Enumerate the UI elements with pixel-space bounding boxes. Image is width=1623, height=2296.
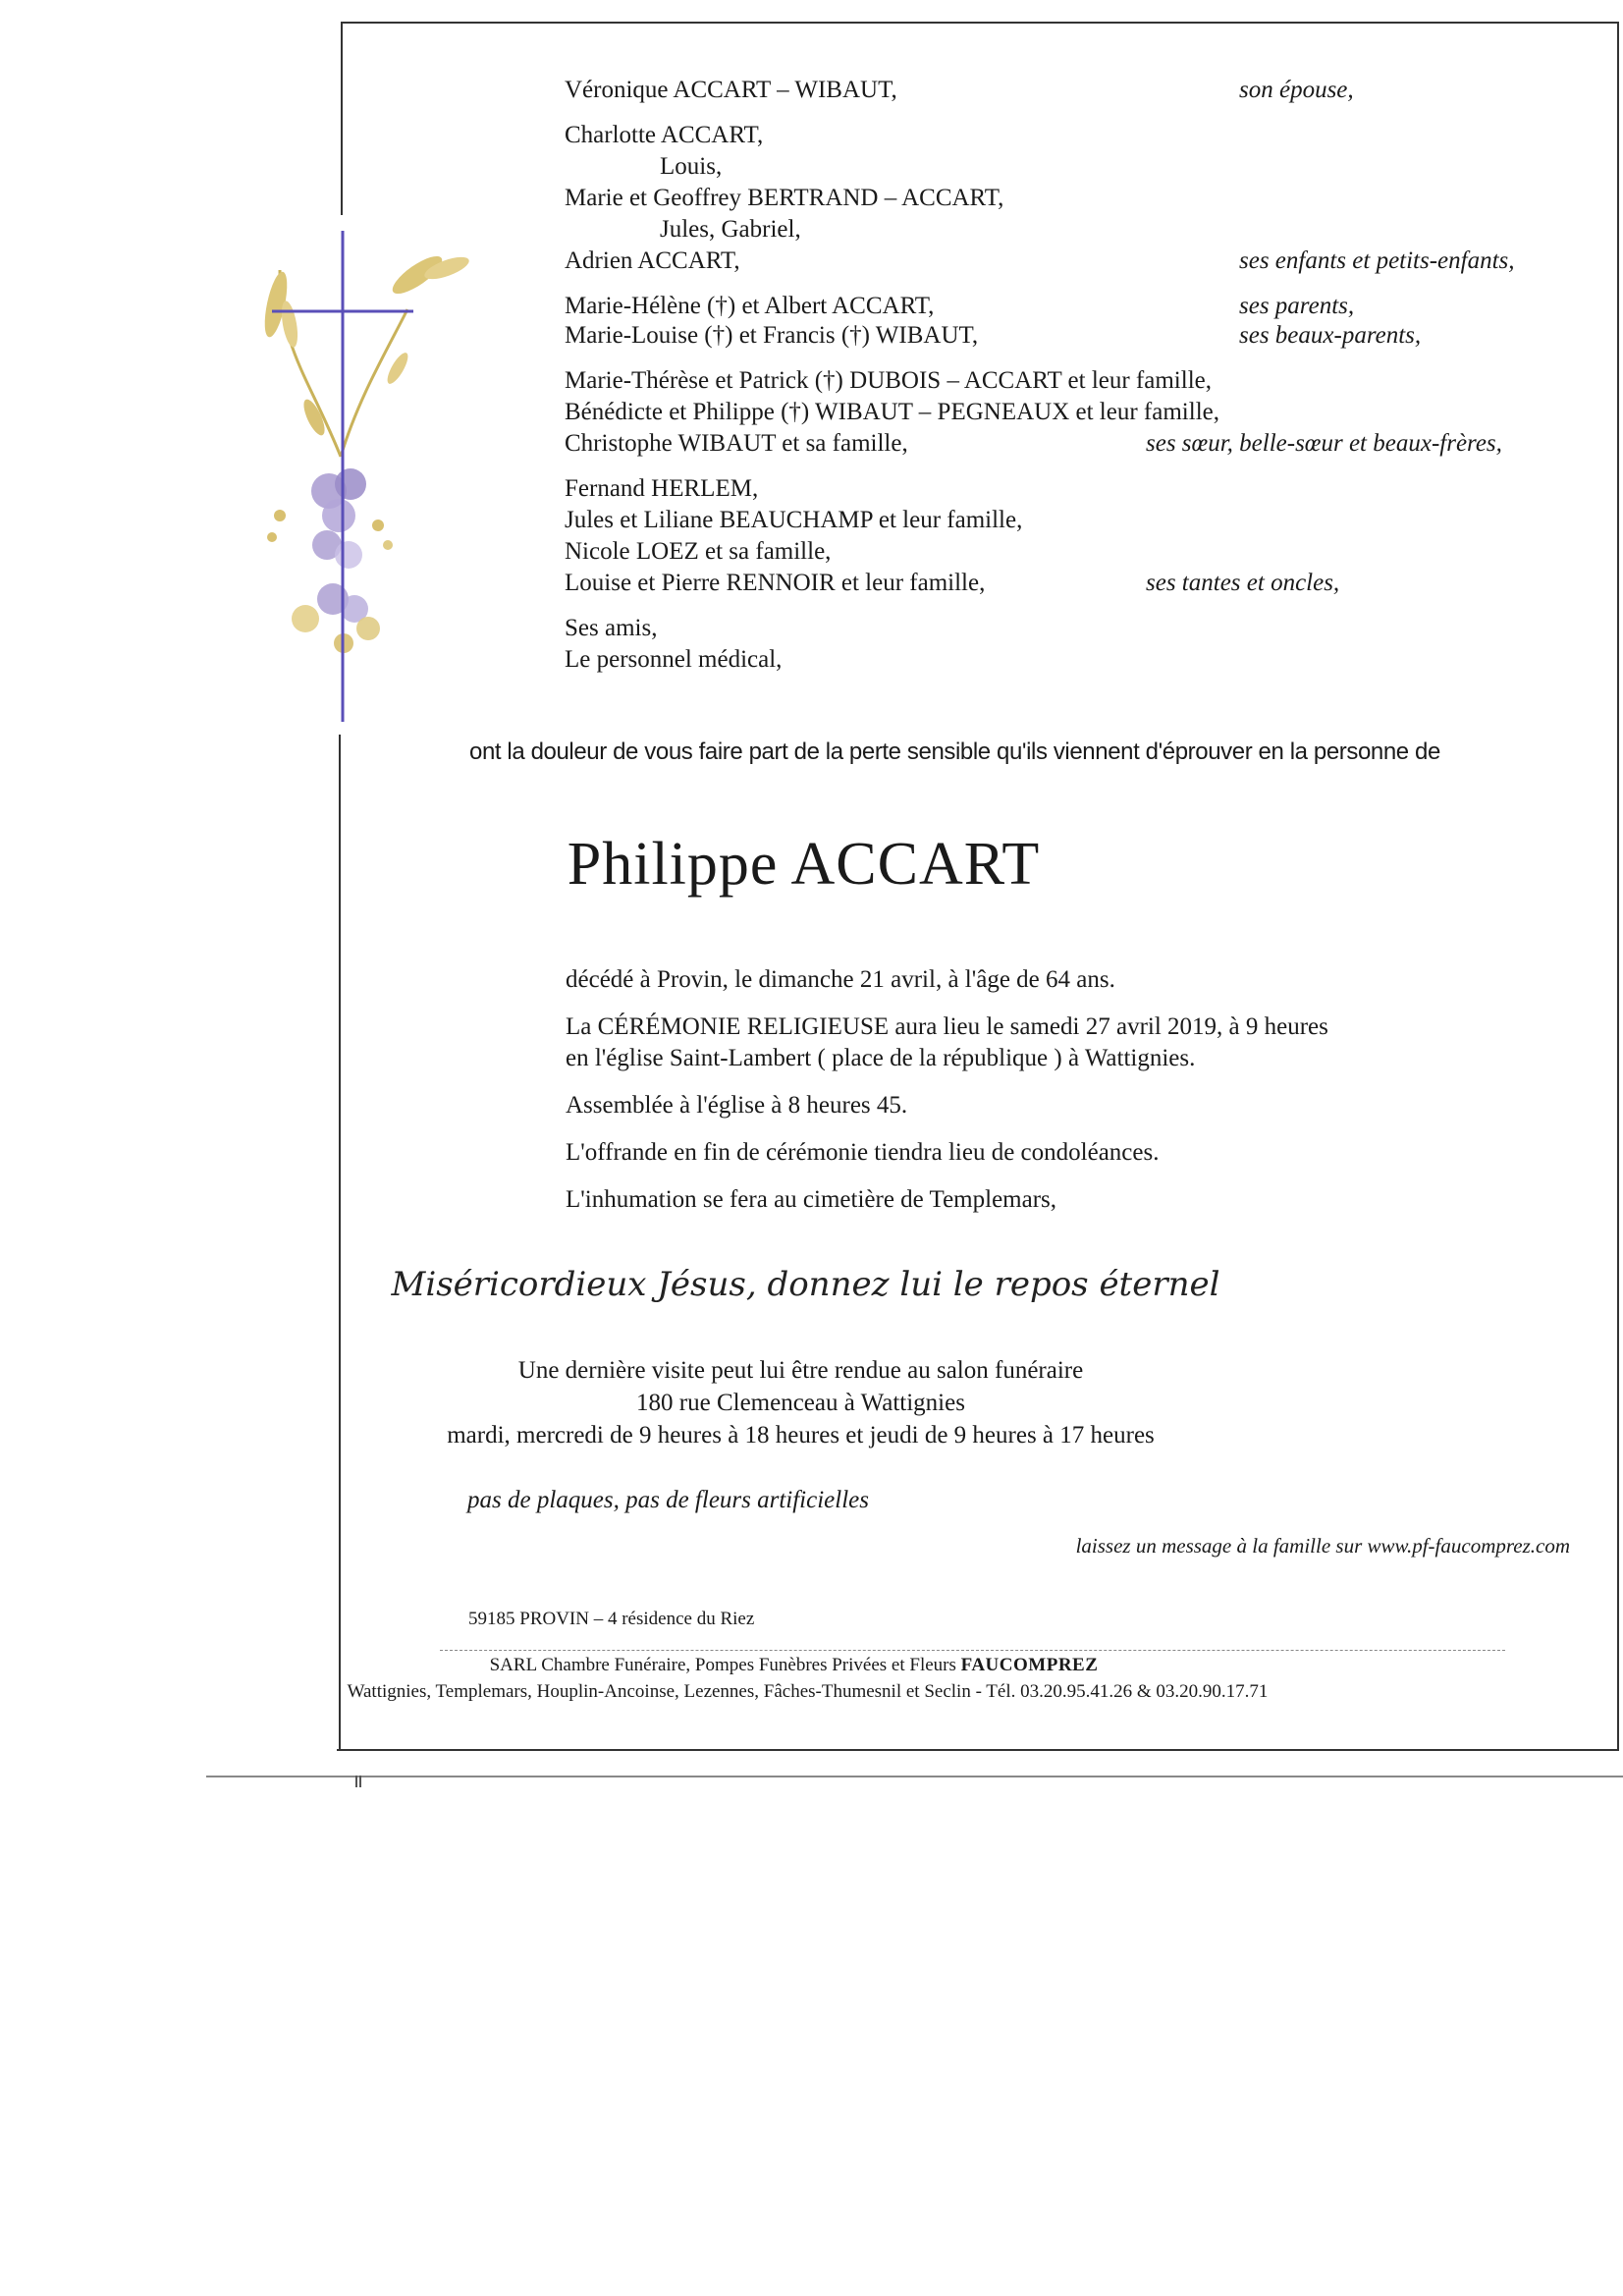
family-line: Jules, Gabriel,: [660, 216, 801, 243]
family-line: Fernand HERLEM,: [565, 475, 759, 502]
detail-line: décédé à Provin, le dimanche 21 avril, à l'âge de 64 ans.: [566, 966, 1115, 993]
announcement-text: ont la douleur de vous faire part de la perte sensible qu'ils viennent d'éprouver en la personne de: [469, 738, 1440, 765]
relation-label: ses sœur, belle-sœur et beaux-frères,: [1146, 430, 1502, 457]
family-line: Ses amis,: [565, 615, 658, 641]
no-flowers-note: pas de plaques, pas de fleurs artificielles: [467, 1487, 869, 1513]
footer-company-line: [490, 1655, 1099, 1675]
family-line: Le personnel médical,: [565, 646, 783, 673]
cross-icon: [250, 231, 486, 732]
visit-line: mardi, mercredi de 9 heures à 18 heures et jeudi de 9 heures à 17 heures: [447, 1422, 1155, 1449]
family-line: Christophe WIBAUT et sa famille,: [565, 430, 908, 457]
deceased-name: [0, 830, 1623, 899]
footer-company-name: FAUCOMPREZ: [960, 1655, 1099, 1675]
relation-label: ses parents,: [1239, 293, 1355, 319]
family-line: Charlotte ACCART,: [565, 122, 764, 148]
family-line: Marie-Louise (†) et Francis (†) WIBAUT,: [565, 322, 979, 349]
visit-line: Une dernière visite peut lui être rendue au salon funéraire: [517, 1357, 1084, 1384]
detail-line: en l'église Saint-Lambert ( place de la république ) à Wattignies.: [566, 1045, 1196, 1071]
family-line: Jules et Liliane BEAUCHAMP et leur famille,: [565, 507, 1023, 533]
visit-line: 180 rue Clemenceau à Wattignies: [636, 1390, 965, 1416]
footer-locations: [0, 1681, 1623, 1703]
footer-locations-text: Wattignies, Templemars, Houplin-Ancoinse, Lezennes, Fâches-Thumesnil et Seclin - Tél. 03.20.95.41.26 & 03.20.90.17.71: [347, 1681, 1269, 1702]
deceased-name-text: Philippe ACCART: [567, 831, 1041, 898]
prayer-text-content: Miséricordieux Jésus, donnez lui le repos éternel: [391, 1265, 1220, 1304]
detail-line: L'offrande en fin de cérémonie tiendra lieu de condoléances.: [566, 1139, 1160, 1166]
website-note: laissez un message à la famille sur www.pf-faucomprez.com: [1075, 1534, 1570, 1558]
frame-bottom-border: [337, 1749, 1619, 1751]
relation-label: son épouse,: [1239, 77, 1354, 103]
address-text: 59185 PROVIN – 4 résidence du Riez: [468, 1609, 755, 1629]
detail-line: La CÉRÉMONIE RELIGIEUSE aura lieu le samedi 27 avril 2019, à 9 heures: [566, 1013, 1328, 1040]
family-line: Bénédicte et Philippe (†) WIBAUT – PEGNEAUX et leur famille,: [565, 399, 1219, 425]
visit-block: [0, 1355, 1623, 1450]
relation-label: ses beaux-parents,: [1239, 322, 1422, 349]
footer-divider: [440, 1650, 1505, 1651]
family-line: Adrien ACCART,: [565, 247, 740, 274]
frame-top-border: [341, 22, 1619, 24]
page-edge-line: [206, 1776, 1623, 1777]
frame-left-border-upper: [341, 22, 343, 215]
family-line: Marie et Geoffrey BERTRAND – ACCART,: [565, 185, 1004, 211]
footer-company-prefix: SARL Chambre Funéraire, Pompes Funèbres Privées et Fleurs: [489, 1655, 956, 1675]
family-line: Marie-Hélène (†) et Albert ACCART,: [565, 293, 935, 319]
detail-line: L'inhumation se fera au cimetière de Templemars,: [566, 1186, 1057, 1213]
family-line: Nicole LOEZ et sa famille,: [565, 538, 832, 565]
family-line: Louise et Pierre RENNOIR et leur famille,: [565, 570, 986, 596]
family-line: Marie-Thérèse et Patrick (†) DUBOIS – ACCART et leur famille,: [565, 367, 1212, 394]
detail-line: Assemblée à l'église à 8 heures 45.: [566, 1092, 908, 1119]
page-edge-mark: [355, 1776, 361, 1787]
family-line: Véronique ACCART – WIBAUT,: [565, 77, 897, 103]
prayer-text: [0, 1265, 1623, 1304]
family-line: Louis,: [660, 153, 723, 180]
relation-label: ses enfants et petits-enfants,: [1239, 247, 1515, 274]
footer-company: [0, 1655, 1623, 1676]
relation-label: ses tantes et oncles,: [1146, 570, 1340, 596]
